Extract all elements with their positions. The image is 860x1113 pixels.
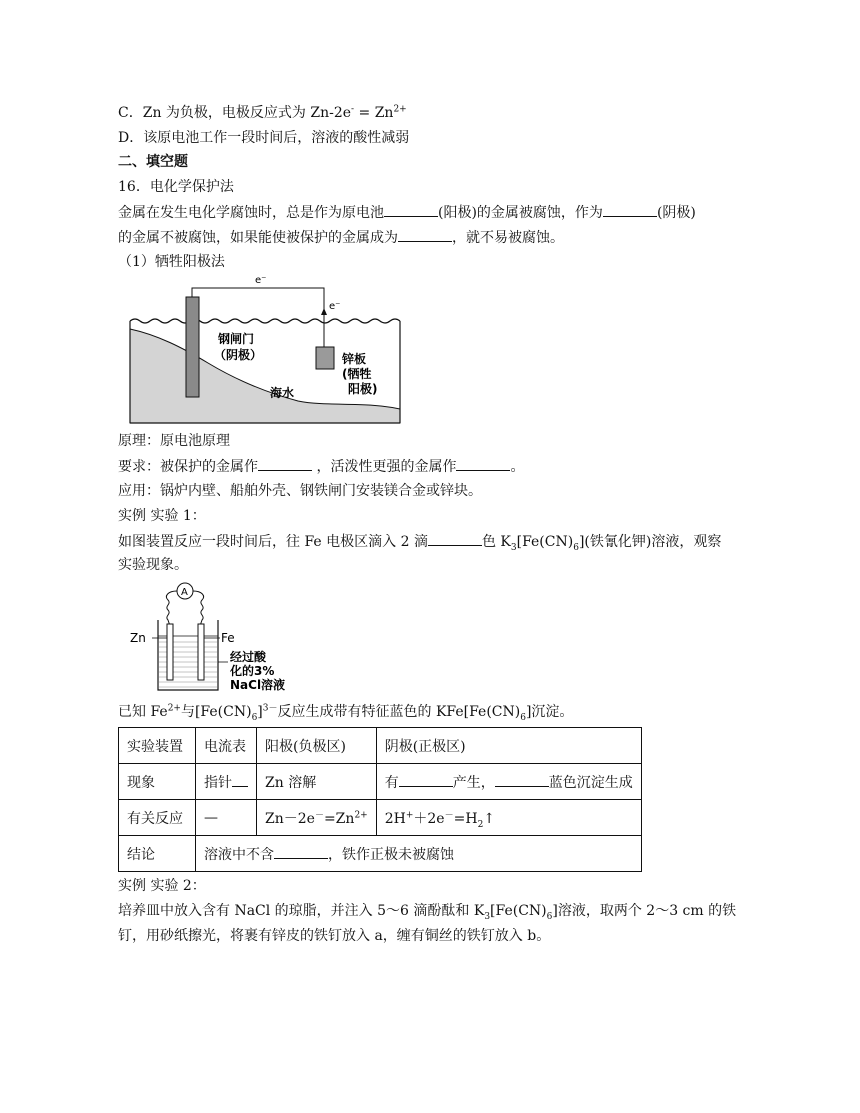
- table-header-cell: 阳极(负极区): [257, 728, 377, 764]
- example-1-heading: 实例 实验 1：: [118, 508, 206, 524]
- electron-label-side: e⁻: [329, 301, 341, 312]
- answer-blank[interactable]: [274, 844, 328, 859]
- table-cell: $Zn-2e^-=Zn^{2+}$: [257, 800, 377, 836]
- table-cell: $2H^++2e^-=H_2↑$: [376, 800, 641, 836]
- zinc-electrode: [167, 624, 173, 680]
- table-row: [119, 836, 642, 872]
- electron-label-top: e⁻: [255, 275, 267, 286]
- application-line: 应用：锅炉内壁、船舶外壳、钢铁闸门安装镁合金或锌块。: [118, 483, 482, 499]
- table-cell: 有 产生， 蓝色沉淀生成: [376, 764, 641, 800]
- zinc-role-label-1: (牺牲: [342, 367, 372, 381]
- solution-label-2: 化的3%: [230, 664, 275, 678]
- answer-blank[interactable]: [258, 456, 312, 471]
- table-cell: —: [196, 800, 257, 836]
- table-row: [119, 728, 642, 764]
- table-header-cell: 电流表: [196, 728, 257, 764]
- solution-label-1: 经过酸: [230, 650, 267, 664]
- example-2-line-2: 钉，用砂纸擦光，将裹有锌皮的铁钉放入 a，缠有铜丝的铁钉放入 b。: [118, 928, 551, 944]
- steel-gate: [186, 297, 199, 397]
- answer-blank[interactable]: [232, 772, 248, 787]
- question-16-title: 16．电化学保护法: [118, 179, 234, 195]
- table-row: [119, 764, 642, 800]
- requirement-line: 要求：被保护的金属作 ，活泼性更强的金属作 。: [118, 456, 524, 477]
- iron-electrode-label: Fe: [221, 631, 235, 645]
- option-c: C．Zn 为负极，电极反应式为 $Zn-2e^- = Zn^{2+}$: [118, 104, 407, 121]
- example-2-heading: 实例 实验 2：: [118, 878, 206, 894]
- sacrificial-anode-figure: [128, 273, 404, 425]
- zinc-role-label-2: 阳极): [348, 382, 378, 396]
- answer-blank[interactable]: [495, 772, 549, 787]
- table-cell: 现象: [119, 764, 196, 800]
- option-d: D．该原电池工作一段时间后，溶液的酸性减弱: [118, 130, 410, 146]
- table-cell: Zn 溶解: [257, 764, 377, 800]
- answer-blank[interactable]: [456, 456, 510, 471]
- example-1-line-1: 如图装置反应一段时间后，往 Fe 电极区滴入 2 滴 色 $K_3[Fe(CN)_6]$(铁氰化钾)溶液，观察: [118, 531, 721, 552]
- answer-blank[interactable]: [428, 531, 482, 546]
- table-header-cell: 阴极(正极区): [376, 728, 641, 764]
- table-row: [119, 800, 642, 836]
- paragraph-1-line-1: 金属在发生电化学腐蚀时，总是作为原电池 (阳极)的金属被腐蚀，作为 (阴极): [118, 202, 696, 223]
- answer-blank[interactable]: [384, 202, 438, 217]
- known-condition-line: 已知 $Fe^{2+}$与$[Fe(CN)_6]^{3-}$反应生成带有特征蓝色的 $KFe[Fe(CN)_6]$沉淀。: [118, 703, 574, 723]
- table-header-cell: 实验装置: [119, 728, 196, 764]
- ammeter-label: A: [181, 587, 188, 598]
- experiment-table: [118, 727, 642, 872]
- wire-left: [166, 591, 177, 626]
- zinc-electrode-label: Zn: [130, 631, 146, 645]
- connecting-wire: [192, 288, 324, 347]
- electron-arrow-icon: [321, 308, 327, 315]
- answer-blank[interactable]: [398, 227, 452, 242]
- table-cell: 指针: [196, 764, 257, 800]
- table-cell: 有关反应: [119, 800, 196, 836]
- answer-blank[interactable]: [603, 202, 657, 217]
- zinc-label: 锌板: [342, 352, 367, 366]
- principle-line: 原理：原电池原理: [118, 433, 230, 449]
- section-heading: 二、填空题: [118, 154, 188, 170]
- answer-blank[interactable]: [399, 772, 453, 787]
- wire-right: [193, 591, 204, 626]
- water-surface-wave: [130, 319, 400, 323]
- zinc-plate: [316, 347, 334, 369]
- example-1-line-2: 实验现象。: [118, 557, 188, 573]
- galvanic-cell-figure: [128, 580, 298, 698]
- solution-label-3: NaCl溶液: [230, 678, 286, 692]
- example-2-line-1: 培养皿中放入含有 NaCl 的琼脂，并注入 5～6 滴酚酞和 $K_3[Fe(CN)_6]$溶液，取两个 2～3 cm 的铁: [118, 903, 737, 922]
- gate-label: 钢闸门: [218, 332, 255, 346]
- table-cell: 结论: [119, 836, 196, 872]
- gate-role-label: （阴极）: [214, 348, 263, 362]
- subheading-sacrificial-anode: （1）牺牲阳极法: [118, 254, 225, 270]
- iron-electrode: [198, 624, 204, 680]
- table-cell: 溶液中不含 ，铁作正极未被腐蚀: [196, 836, 642, 872]
- paragraph-1-line-2: 的金属不被腐蚀，如果能使被保护的金属成为 ，就不易被腐蚀。: [118, 227, 564, 248]
- seawater-label: 海水: [270, 386, 295, 400]
